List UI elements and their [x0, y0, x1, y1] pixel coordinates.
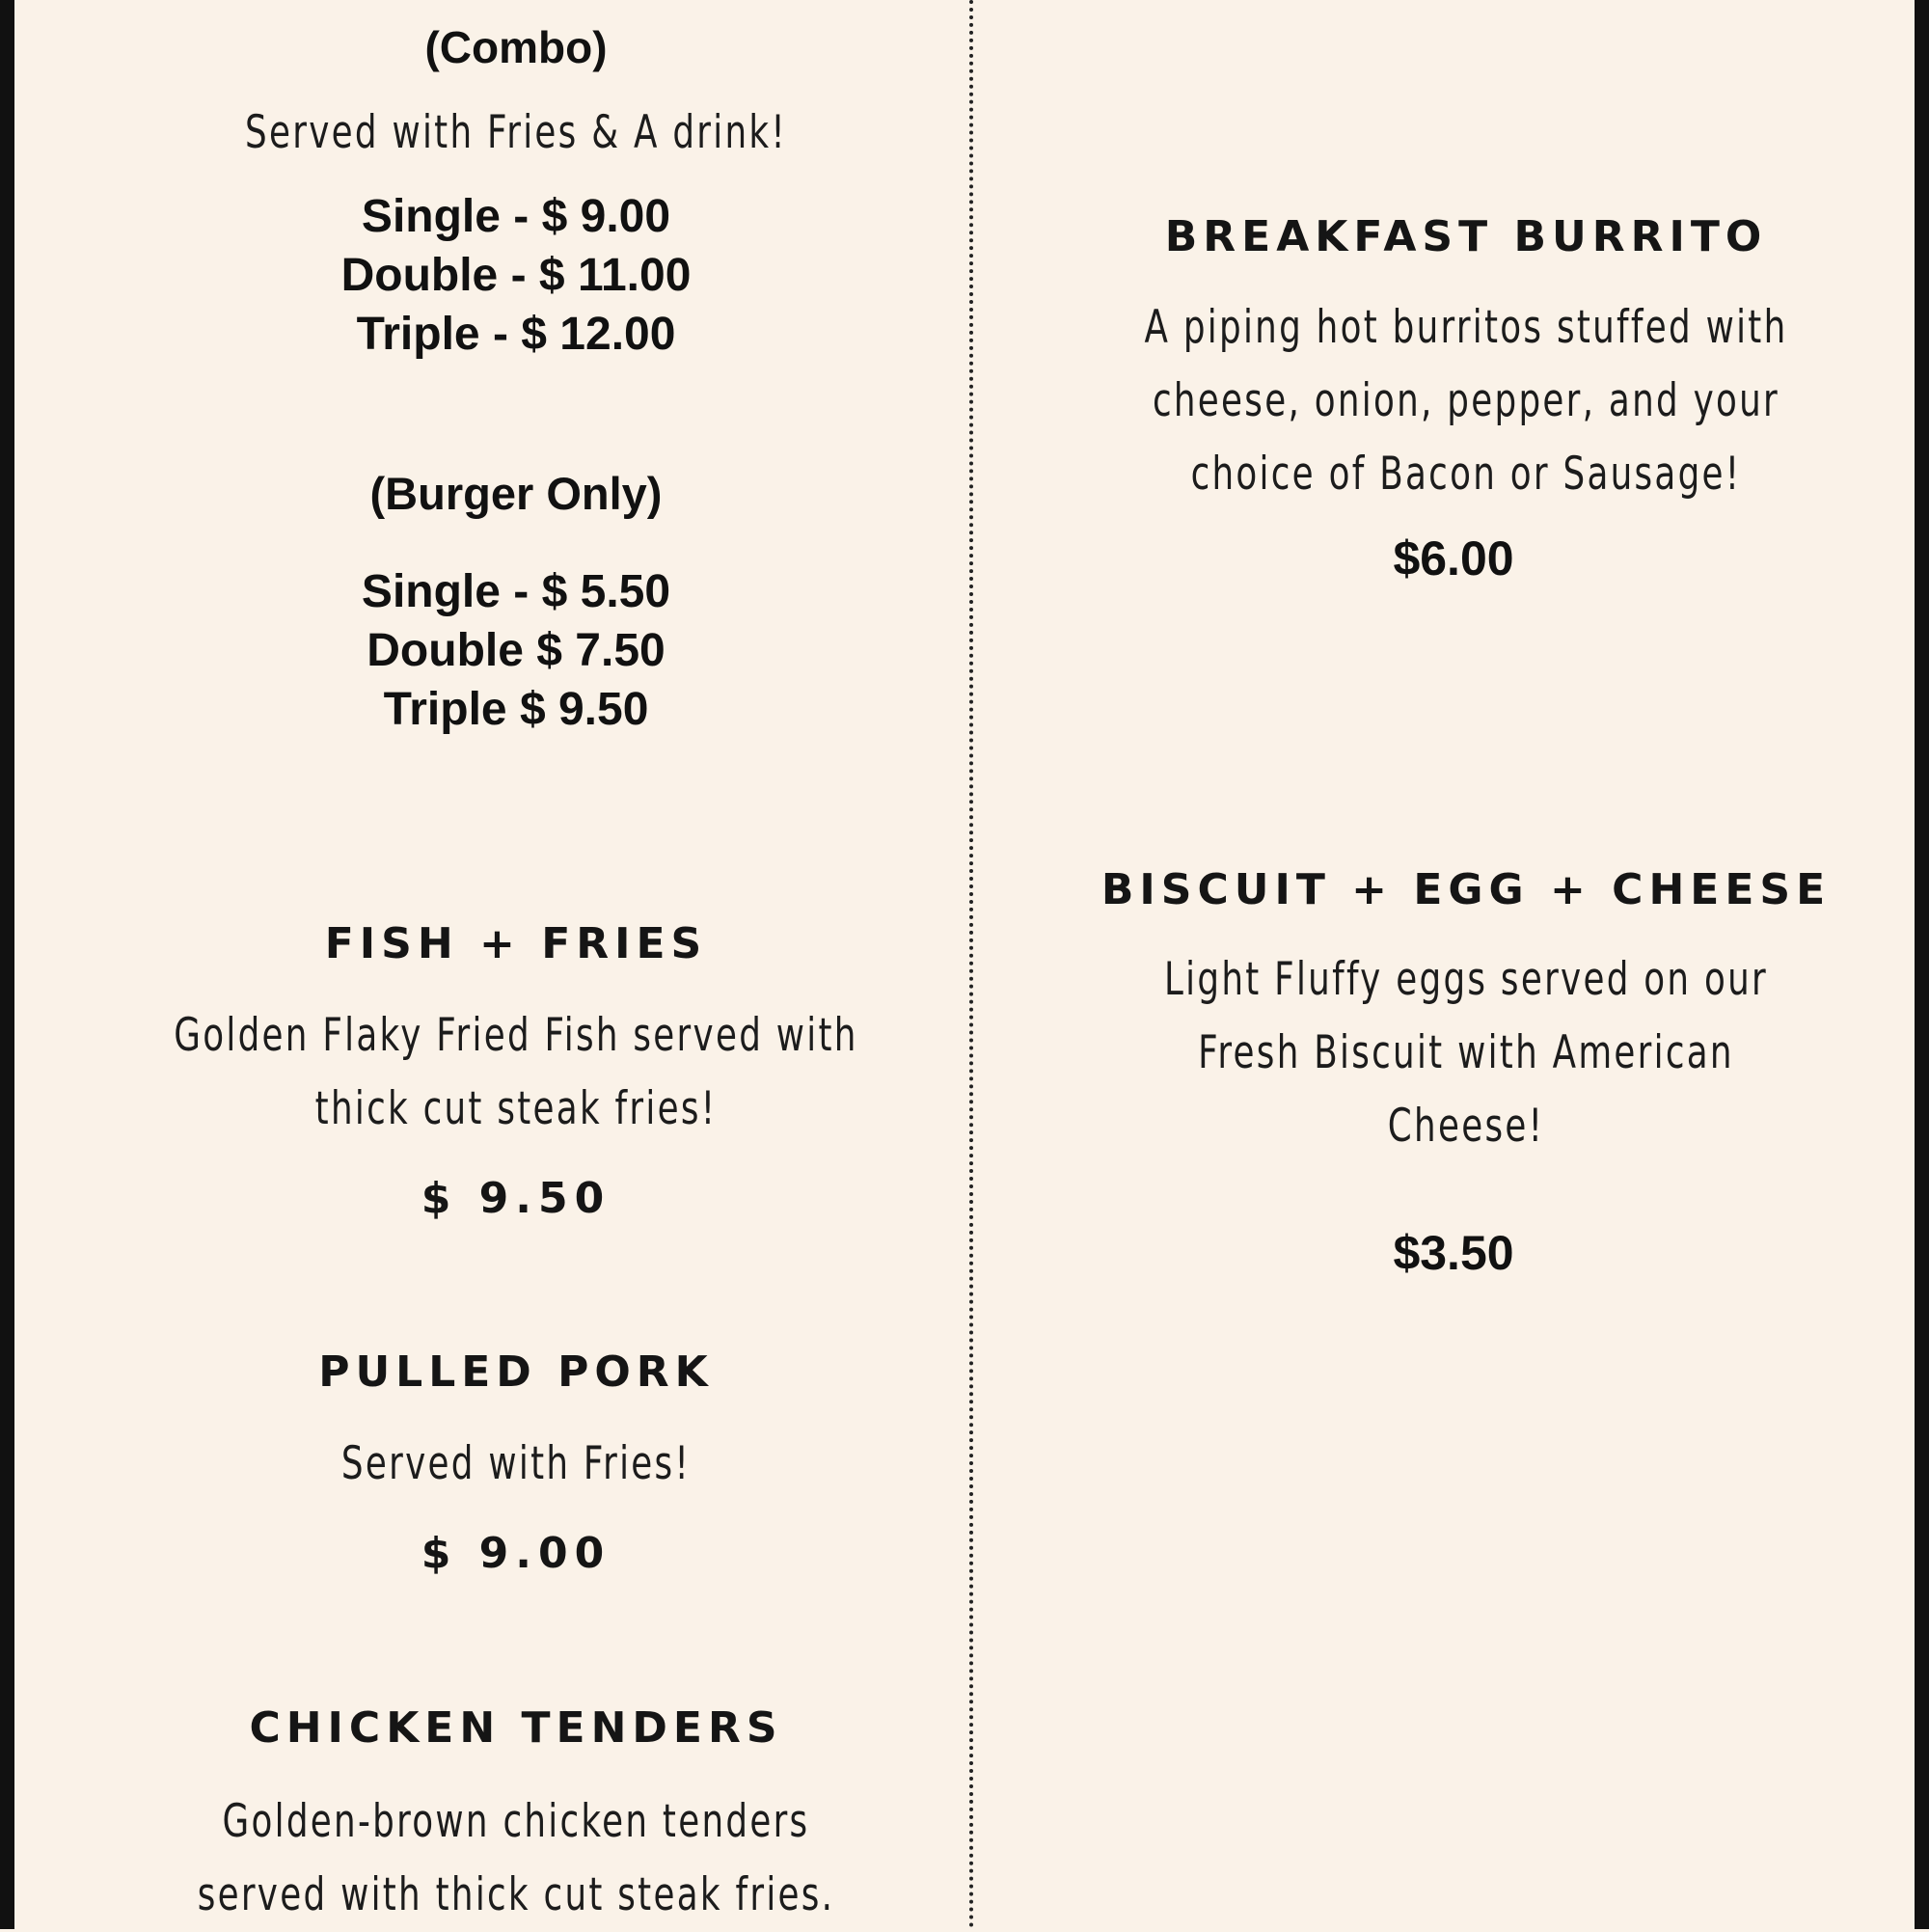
biscuit-desc-line: Light Fluffy eggs served on our: [1163, 953, 1769, 1006]
biscuit-desc-line: Cheese!: [1387, 1100, 1545, 1153]
fish-fries-description: [139, 999, 894, 1146]
breakfast-burrito-desc-line: A piping hot burritos stuffed with: [1144, 301, 1788, 354]
burger-only-price-list: [19, 562, 1013, 739]
combo-price-triple: Triple - $ 12.00: [356, 309, 676, 360]
biscuit-egg-cheese-title: BISCUIT + EGG + CHEESE: [1100, 865, 1832, 914]
breakfast-burrito-price: $6.00: [1393, 531, 1514, 585]
burger-price-single: Single - $ 5.50: [361, 566, 671, 617]
fish-fries-title: FISH + FRIES: [324, 919, 708, 968]
biscuit-egg-cheese-price: $3.50: [1393, 1226, 1514, 1280]
fish-fries-desc-line: thick cut steak fries!: [314, 1082, 718, 1135]
combo-heading: (Combo): [424, 22, 608, 72]
chicken-tenders-desc-line: Golden-brown chicken tenders: [222, 1795, 810, 1848]
right-edge-bar: [1915, 0, 1929, 1929]
fish-fries-price: $ 9.50: [421, 1174, 611, 1223]
biscuit-egg-cheese-description: [1128, 943, 1803, 1163]
pulled-pork-title: PULLED PORK: [318, 1347, 714, 1397]
burger-price-double: Double $ 7.50: [367, 625, 666, 676]
chicken-tenders-title: CHICKEN TENDERS: [249, 1703, 783, 1753]
burger-only-heading: (Burger Only): [369, 468, 663, 519]
breakfast-burrito-title: BREAKFAST BURRITO: [1164, 212, 1768, 261]
burger-price-triple: Triple $ 9.50: [383, 684, 649, 735]
combo-price-list: [19, 187, 1013, 364]
breakfast-burrito-desc-line: choice of Bacon or Sausage!: [1190, 448, 1742, 501]
chicken-tenders-description: [139, 1785, 894, 1932]
pulled-pork-desc-line: Served with Fries!: [340, 1437, 692, 1490]
biscuit-desc-line: Fresh Biscuit with American: [1198, 1026, 1734, 1079]
combo-note: Served with Fries & A drink!: [245, 106, 787, 159]
chicken-tenders-desc-line: served with thick cut steak fries.: [197, 1868, 835, 1921]
breakfast-burrito-description: [1128, 291, 1803, 511]
combo-price-single: Single - $ 9.00: [361, 191, 671, 242]
left-edge-bar: [0, 0, 14, 1929]
pulled-pork-price: $ 9.00: [421, 1529, 611, 1578]
fish-fries-desc-line: Golden Flaky Fried Fish served with: [174, 1009, 858, 1062]
pulled-pork-description: [139, 1428, 894, 1501]
breakfast-burrito-desc-line: cheese, onion, pepper, and your: [1152, 374, 1780, 427]
combo-price-double: Double - $ 11.00: [340, 250, 692, 301]
